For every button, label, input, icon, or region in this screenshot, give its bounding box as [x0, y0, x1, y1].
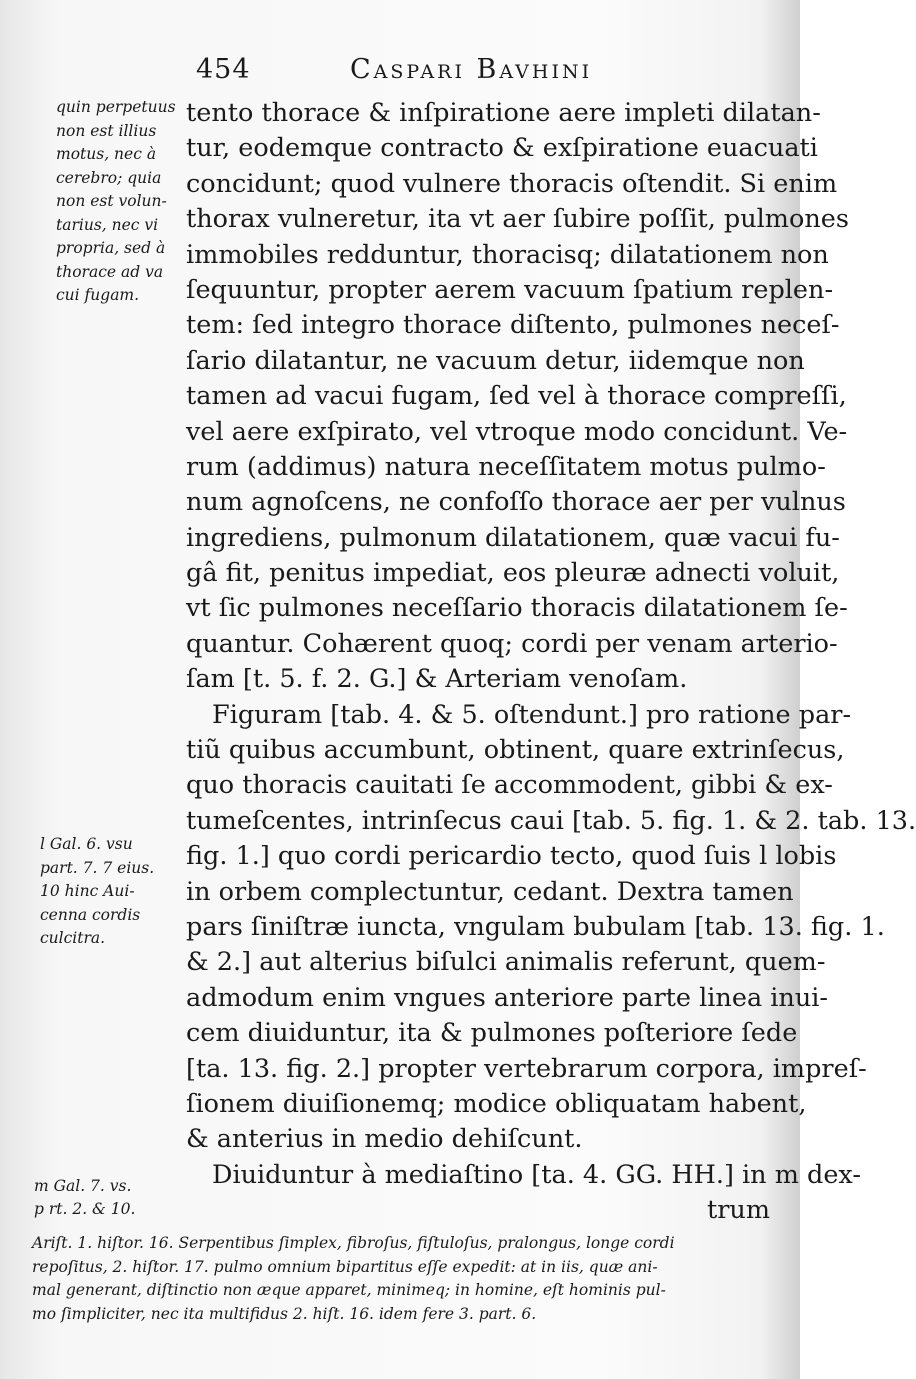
margin-note-line: motus, nec à	[56, 145, 157, 163]
margin-note-line: cenna cordis	[40, 905, 141, 924]
text-line: immobiles redduntur, thoracisq; dilatationem non	[186, 239, 829, 270]
text-line: vel aere exſpirato, vel vtroque modo concidunt. Ve-	[186, 416, 848, 447]
text-line: ingrediens, pulmonum dilatationem, quæ vacui fu-	[186, 522, 840, 553]
text-line: ſario dilatantur, ne vacuum detur, iidemque non	[186, 345, 805, 376]
margin-note-line: p rt. 2. & 10.	[34, 1200, 136, 1218]
text-line: fig. 1.] quo cordi pericardio tecto, quod ſuis l lobis	[186, 841, 837, 872]
text-line: tiũ quibus accumbunt, obtinent, quare extrinſecus,	[186, 735, 845, 766]
text-line: & 2.] aut alterius biſulci animalis referunt, quem-	[186, 947, 826, 978]
page-number: 454	[196, 54, 251, 85]
text-line: thorax vulneretur, ita vt aer ſubire poſſit, pulmones	[186, 204, 849, 235]
catchword: trum	[706, 1195, 770, 1226]
text-line: quo thoracis cauitati ſe accommodent, gibbi & ex-	[186, 770, 833, 801]
margin-note-line: propria, sed à	[56, 239, 166, 257]
margin-note-3	[34, 1175, 204, 1221]
text-line: pars ſiniſtræ iuncta, vngulam bubulam [tab. 13. fig. 1.	[186, 911, 885, 942]
text-line: & anterius in medio dehiſcunt.	[186, 1124, 583, 1155]
margin-note-line: non est volun-	[56, 192, 167, 210]
margin-note-line: part. 7. 7 eius.	[40, 858, 155, 877]
main-text-block	[186, 96, 916, 1229]
margin-note-line: quin perpetuus	[56, 98, 176, 116]
text-line: in orbem complectuntur, cedant. Dextra tamen	[186, 876, 794, 907]
text-line: tento thorace & inſpiratione aere impleti dilatan-	[186, 98, 821, 128]
paragraph-start-line: Diuiduntur à mediaſtino [ta. 4. GG. HH.] in m dex-	[212, 1159, 861, 1190]
margin-note-2	[40, 833, 210, 951]
text-line: num agnoſcens, ne confoſſo thorace aer per vulnus	[186, 487, 846, 518]
margin-note-line: cui fugam.	[56, 286, 140, 304]
margin-note-line: tarius, nec vi	[56, 215, 159, 234]
text-line: ſionem diuiſionemq; modice obliquatam habent,	[186, 1088, 807, 1119]
text-line: tumeſcentes, intrinſecus caui [tab. 5. fig. 1. & 2. tab. 13.	[186, 805, 916, 836]
footnote-line: mo ſimpliciter, nec ita multifidus 2. hiſt. 16. idem fere 3. part. 6.	[32, 1304, 537, 1323]
text-line: gâ fit, penitus impediat, eos pleuræ adnecti voluit,	[186, 558, 840, 589]
text-line: admodum enim vngues anteriore parte linea inui-	[186, 982, 829, 1013]
paragraph-start-line: Figuram [tab. 4. & 5. oſtendunt.] pro ratione par-	[212, 699, 852, 730]
running-head: Caspari Bavhini	[350, 54, 593, 85]
text-line: rum (addimus) natura neceſſitatem motus pulmo-	[186, 451, 826, 482]
footnote-line: mal generant, diſtinctio non æque apparet, minimeq; in homine, eſt hominis pul-	[32, 1281, 666, 1299]
margin-note-line: culcitra.	[40, 929, 106, 947]
margin-note-line: thorace ad va	[56, 262, 164, 281]
margin-note-line: m Gal. 7. vs.	[34, 1177, 132, 1195]
text-line: quantur. Cohærent quoq; cordi per venam arterio-	[186, 628, 838, 659]
margin-note-line: non est illius	[56, 121, 157, 140]
text-line: ſam [t. 5. f. 2. G.] & Arteriam venoſam.	[186, 664, 688, 695]
margin-note-line: cerebro; quia	[56, 168, 162, 187]
footnote-block	[32, 1232, 782, 1326]
text-line: [ta. 13. fig. 2.] propter vertebrarum corpora, impreſ-	[186, 1053, 867, 1084]
margin-note-line: l Gal. 6. vsu	[40, 835, 133, 853]
footnote-line: Ariſt. 1. hiſtor. 16. Serpentibus ſimplex, fibroſus, fiſtuloſus, pralongus, longe cordi	[32, 1234, 675, 1252]
margin-note-line: 10 hinc Aui-	[40, 882, 135, 900]
text-line: vt ſic pulmones neceſſario thoracis dilatationem ſe-	[186, 593, 848, 624]
text-line: tamen ad vacui fugam, ſed vel à thorace compreſſi,	[186, 381, 847, 412]
text-line: concidunt; quod vulnere thoracis oſtendit. Si enim	[186, 168, 838, 199]
footnote-line: repoſitus, 2. hiſtor. 17. pulmo omnium bipartitus eſſe expedit: at in iis, quæ ani-	[32, 1257, 658, 1276]
text-line: cem diuiduntur, ita & pulmones poſteriore ſede	[186, 1018, 798, 1049]
text-line: tem: ſed integro thorace diſtento, pulmones neceſ-	[186, 310, 840, 341]
text-line: ſequuntur, propter aerem vacuum ſpatium replen-	[186, 274, 834, 305]
text-line: tur, eodemque contracto & exſpiratione euacuati	[186, 133, 818, 164]
